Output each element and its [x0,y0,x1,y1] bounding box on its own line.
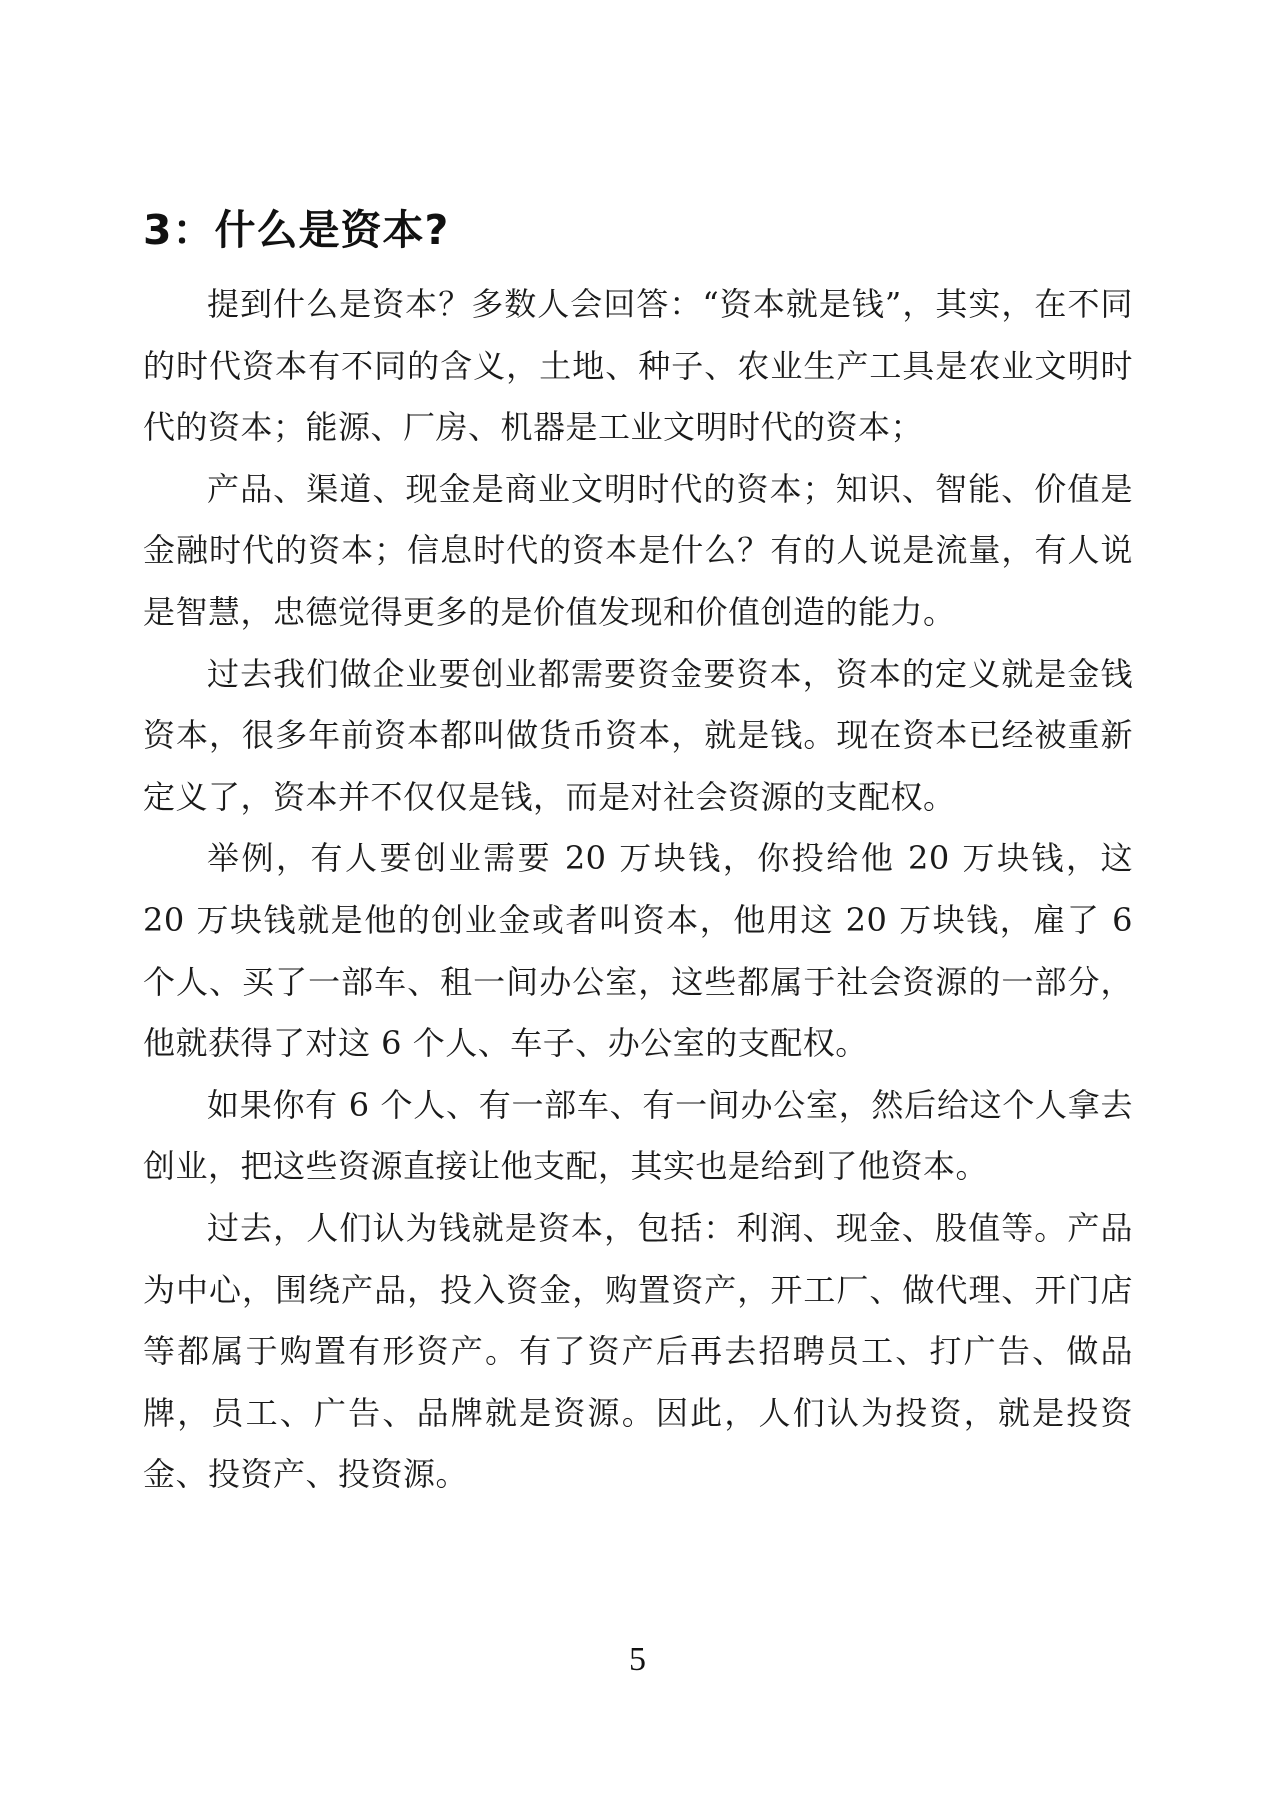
paragraph-2: 产品、渠道、现金是商业文明时代的资本；知识、智能、价值是金融时代的资本；信息时代的资本是什么？有的人说是流量，有人说是智慧，忠德觉得更多的是价值发现和价值创造的能力。 [143,469,1133,631]
paragraph-6: 过去，人们认为钱就是资本，包括：利润、现金、股值等。产品为中心，围绕产品，投入资金，购置资产，开工厂、做代理、开门店等都属于购置有形资产。有了资产后再去招聘员工、打广告、做品牌，员工、广告、品牌就是资源。因此，人们认为投资，就是投资金、投资产、投资源。 [143,1208,1133,1494]
paragraph-5: 如果你有 6 个人、有一部车、有一间办公室，然后给这个人拿去创业，把这些资源直接让他支配，其实也是给到了他资本。 [143,1085,1133,1186]
paragraph-4: 举例，有人要创业需要 20 万块钱，你投给他 20 万块钱，这 20 万块钱就是他的创业金或者叫资本，他用这 20 万块钱，雇了 6 个人、买了一部车、租一间办公室，这些都属于社会资源的一部分，他就获得了对这 6 个人、车子、办公室的支配权。 [143,839,1133,1063]
paragraph-1: 提到什么是资本？多数人会回答：“资本就是钱”，其实，在不同的时代资本有不同的含义，土地、种子、农业生产工具是农业文明时代的资本；能源、厂房、机器是工业文明时代的资本； [143,285,1133,447]
page-content [143,200,1133,1506]
page-number: 5 [629,1641,646,1678]
section-title: 3：什么是资本? [143,206,450,254]
paragraph-3: 过去我们做企业要创业都需要资金要资本，资本的定义就是金钱资本，很多年前资本都叫做货币资本，就是钱。现在资本已经被重新定义了，资本并不仅仅是钱，而是对社会资源的支配权。 [143,654,1133,816]
